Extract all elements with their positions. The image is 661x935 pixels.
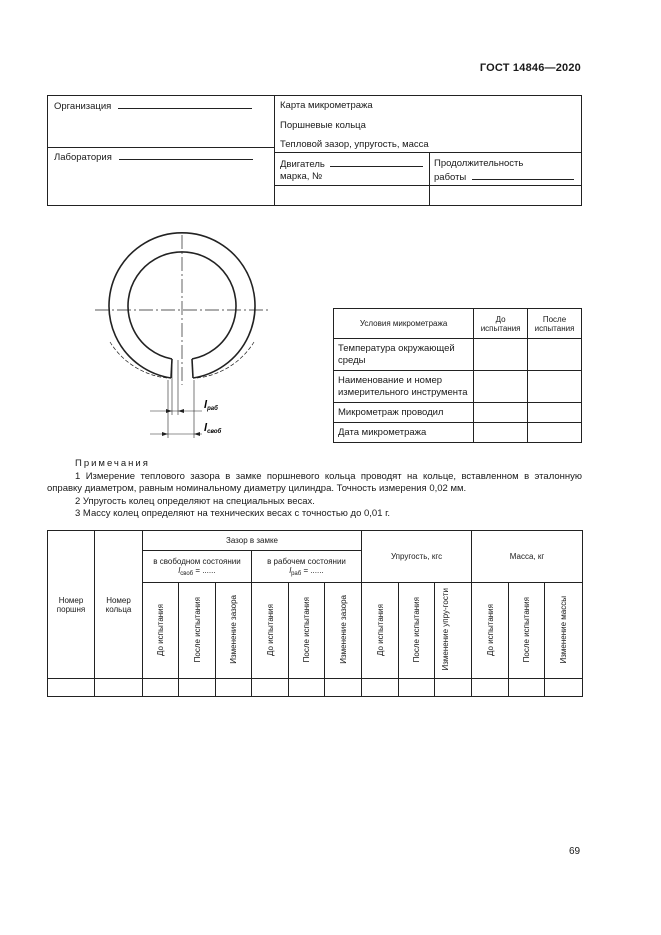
notes-header: Примечания <box>75 458 150 469</box>
free-state-formula: $l_{своб}$ = ...... <box>178 565 216 577</box>
col-before: До испытания <box>485 603 495 656</box>
duration-field[interactable] <box>434 171 574 183</box>
divider <box>274 185 581 186</box>
measurement-table <box>47 530 583 697</box>
piston-number-header: Номер поршня <box>48 531 95 679</box>
note-item: 1 Измерение теплового зазора в замке поршневого кольца проводят на кольце, вставленном в эталонную оправку диаметром, равным номинальному диаметру цилиндра. Точность измерения 0,02 мм. <box>47 470 582 494</box>
condition-row-label: Температура окружающей среды <box>334 339 474 371</box>
page-number: 69 <box>569 846 581 857</box>
col-after: После испытания <box>522 596 532 663</box>
col-before: До испытания <box>265 603 275 656</box>
col-after: После испытания <box>192 596 202 663</box>
engine-label: Двигатель <box>280 159 325 170</box>
data-cell[interactable] <box>325 679 362 697</box>
laboratory-label: Лаборатория <box>54 152 112 163</box>
condition-cell[interactable] <box>474 403 528 423</box>
ring-number-header: Номер кольца <box>95 531 143 679</box>
laboratory-field[interactable] <box>54 151 253 163</box>
part-name: Поршневые кольца <box>280 120 366 131</box>
gap-group-header: Зазор в замке <box>143 531 362 551</box>
data-cell[interactable] <box>399 679 435 697</box>
data-cell[interactable] <box>472 679 509 697</box>
map-title: Карта микрометража <box>280 100 373 111</box>
col-gap-change: Изменение зазора <box>338 595 348 664</box>
condition-cell[interactable] <box>528 371 582 403</box>
engine-field[interactable] <box>280 158 423 170</box>
divider <box>429 152 430 205</box>
free-state-header <box>143 551 252 583</box>
gap-free-label: lсвоб <box>204 422 222 435</box>
note-item: 2 Упругость колец определяют на специальных весах. <box>75 495 315 507</box>
free-state-label: в свободном состоянии <box>153 556 241 566</box>
col-after: После испытания <box>528 309 582 339</box>
header-form <box>47 95 582 206</box>
piston-ring-drawing <box>90 230 285 445</box>
data-cell[interactable] <box>509 679 545 697</box>
col-after: После испытания <box>302 596 311 663</box>
condition-cell[interactable] <box>528 423 582 443</box>
data-cell[interactable] <box>179 679 216 697</box>
col-before: До испытания <box>474 309 528 339</box>
duration-sub-label: работы <box>434 172 467 183</box>
condition-cell[interactable] <box>528 403 582 423</box>
conditions-header: Условия микрометража <box>334 309 474 339</box>
mass-header: Масса, кг <box>472 531 583 583</box>
data-cell[interactable] <box>362 679 399 697</box>
condition-cell[interactable] <box>528 339 582 371</box>
notes-section <box>47 458 582 521</box>
condition-cell[interactable] <box>474 423 528 443</box>
work-state-formula: $l_{раб}$ = ...... <box>289 565 324 577</box>
data-cell[interactable] <box>48 679 95 697</box>
parameters: Тепловой зазор, упругость, масса <box>280 139 429 150</box>
col-before: До испытания <box>375 603 385 656</box>
col-after: После испытания <box>412 596 421 663</box>
data-cell[interactable] <box>545 679 583 697</box>
condition-cell[interactable] <box>474 339 528 371</box>
col-elasticity-change: Изменение упру-гости <box>441 588 451 671</box>
data-cell[interactable] <box>289 679 325 697</box>
col-gap-change: Изменение зазора <box>229 595 238 664</box>
work-state-label: в рабочем состоянии <box>267 556 346 566</box>
col-mass-change: Изменение массы <box>559 595 569 664</box>
organization-label: Организация <box>54 101 112 112</box>
conditions-table <box>333 308 582 443</box>
divider <box>274 96 275 205</box>
elasticity-header: Упругость, кгс <box>362 531 472 583</box>
data-cell[interactable] <box>143 679 179 697</box>
engine-model-label: марка, № <box>280 171 323 182</box>
data-cell[interactable] <box>252 679 289 697</box>
work-state-header <box>252 551 362 583</box>
condition-row-label: Дата микрометража <box>334 423 474 443</box>
note-item: 3 Массу колец определяют на технических весах с точностью до 0,01 г. <box>75 508 391 519</box>
standard-number: ГОСТ 14846—2020 <box>479 62 581 74</box>
data-cell[interactable] <box>216 679 252 697</box>
duration-label: Продолжительность <box>434 158 524 169</box>
divider <box>48 147 275 148</box>
data-cell[interactable] <box>95 679 143 697</box>
gap-work-label: lраб <box>204 399 218 412</box>
condition-cell[interactable] <box>474 371 528 403</box>
condition-row-label: Наименование и номер измерительного инструмента <box>334 371 474 403</box>
divider <box>274 152 581 153</box>
col-before: До испытания <box>156 603 165 656</box>
condition-row-label: Микрометраж проводил <box>334 403 474 423</box>
data-cell[interactable] <box>435 679 472 697</box>
organization-field[interactable] <box>54 100 252 112</box>
